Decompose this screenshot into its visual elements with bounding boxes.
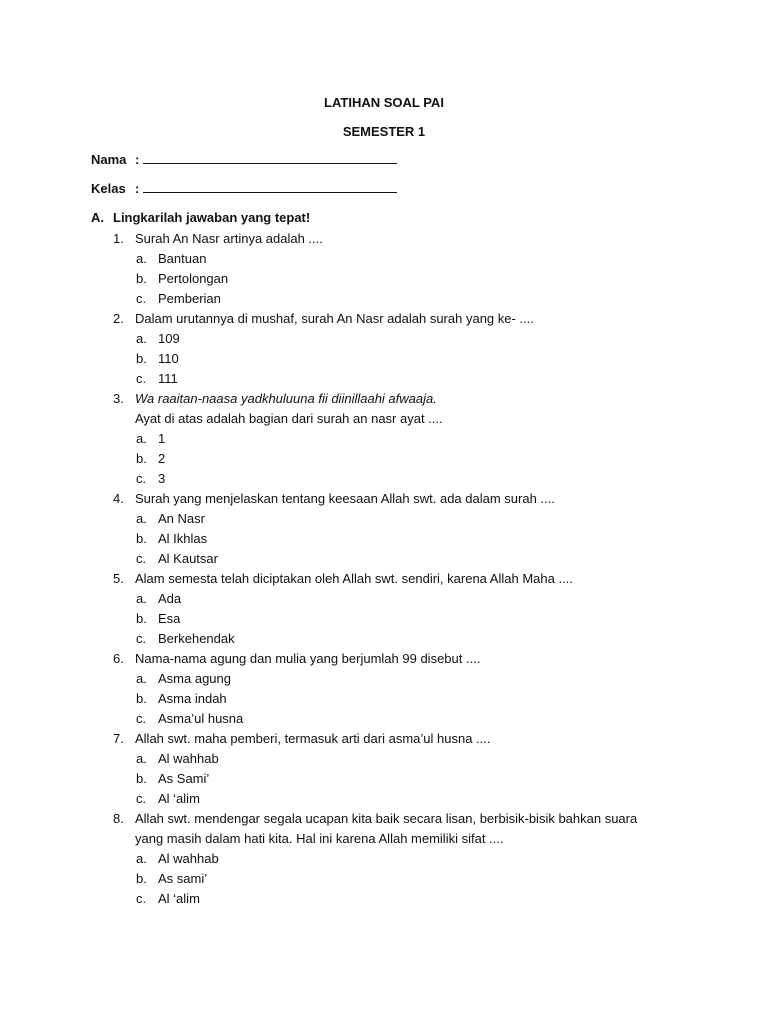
option-letter: c. bbox=[136, 371, 147, 386]
answer-option[interactable] bbox=[0, 889, 768, 909]
option-text: 111 bbox=[158, 371, 178, 386]
option-text: Ada bbox=[158, 591, 182, 606]
option-text: Pemberian bbox=[158, 291, 221, 306]
answer-option[interactable] bbox=[0, 449, 768, 469]
option-letter: a. bbox=[136, 751, 147, 766]
question-item bbox=[0, 229, 768, 309]
answer-option[interactable] bbox=[0, 509, 768, 529]
question-item bbox=[0, 809, 768, 909]
option-letter: b. bbox=[136, 771, 147, 786]
answer-option[interactable] bbox=[0, 349, 768, 369]
option-text: Al Kautsar bbox=[158, 551, 218, 566]
question-text: Dalam urutannya di mushaf, surah An Nasr adalah surah yang ke- .... bbox=[135, 311, 534, 326]
option-text: Asma indah bbox=[158, 691, 227, 706]
question-text: Alam semesta telah diciptakan oleh Allah swt. sendiri, karena Allah Maha .... bbox=[135, 571, 573, 586]
option-letter: b. bbox=[136, 531, 147, 546]
answer-option[interactable] bbox=[0, 329, 768, 349]
answer-option[interactable] bbox=[0, 249, 768, 269]
option-letter: c. bbox=[136, 891, 147, 906]
answer-option[interactable] bbox=[0, 269, 768, 289]
answer-option[interactable] bbox=[0, 469, 768, 489]
question-item bbox=[0, 309, 768, 389]
option-letter: c. bbox=[136, 631, 147, 646]
answer-option[interactable] bbox=[0, 369, 768, 389]
question-item bbox=[0, 489, 768, 569]
answer-option[interactable] bbox=[0, 709, 768, 729]
option-text: Pertolongan bbox=[158, 271, 229, 286]
answer-option[interactable] bbox=[0, 629, 768, 649]
section-heading bbox=[91, 210, 310, 226]
answer-option[interactable] bbox=[0, 549, 768, 569]
option-text: 3 bbox=[158, 471, 166, 486]
option-letter: a. bbox=[136, 671, 147, 686]
answer-option[interactable] bbox=[0, 689, 768, 709]
option-text: 109 bbox=[158, 331, 180, 346]
kelas-colon: : bbox=[135, 181, 140, 196]
option-letter: a. bbox=[136, 331, 147, 346]
nama-field bbox=[91, 152, 397, 168]
option-text: Esa bbox=[158, 611, 181, 626]
option-text: An Nasr bbox=[158, 511, 205, 526]
option-letter: c. bbox=[136, 711, 147, 726]
option-letter: a. bbox=[136, 591, 147, 606]
option-letter: b. bbox=[136, 871, 147, 886]
option-letter: a. bbox=[136, 511, 147, 526]
section-letter: A. bbox=[91, 210, 104, 225]
answer-option[interactable] bbox=[0, 289, 768, 309]
answer-option[interactable] bbox=[0, 869, 768, 889]
answer-option[interactable] bbox=[0, 609, 768, 629]
answer-option[interactable] bbox=[0, 669, 768, 689]
option-text: Asma agung bbox=[158, 671, 231, 686]
page-title: LATIHAN SOAL PAI bbox=[324, 95, 444, 110]
kelas-blank-line[interactable] bbox=[143, 182, 397, 193]
option-letter: c. bbox=[136, 291, 147, 306]
option-text: Al wahhab bbox=[158, 851, 219, 866]
question-number: 2. bbox=[113, 311, 124, 326]
option-letter: a. bbox=[136, 431, 147, 446]
option-text: Bantuan bbox=[158, 251, 207, 266]
page-subtitle: SEMESTER 1 bbox=[342, 124, 426, 139]
question-number: 4. bbox=[113, 491, 124, 506]
option-letter: b. bbox=[136, 351, 147, 366]
option-text: As Sami’ bbox=[158, 771, 210, 786]
answer-option[interactable] bbox=[0, 749, 768, 769]
question-item bbox=[0, 389, 768, 489]
question-note: Ayat di atas adalah bagian dari surah an nasr ayat .... bbox=[135, 411, 443, 426]
question-number: 7. bbox=[113, 731, 124, 746]
option-text: Al ‘alim bbox=[158, 791, 200, 806]
kelas-label: Kelas bbox=[91, 181, 126, 196]
question-verse-text: Wa raaitan-naasa yadkhuluuna fii diinillaahi afwaaja. bbox=[135, 391, 437, 406]
question-text: Allah swt. maha pemberi, termasuk arti dari asma’ul husna .... bbox=[135, 731, 491, 746]
option-letter: b. bbox=[136, 691, 147, 706]
question-text: Surah yang menjelaskan tentang keesaan Allah swt. ada dalam surah .... bbox=[135, 491, 555, 506]
answer-option[interactable] bbox=[0, 849, 768, 869]
option-letter: b. bbox=[136, 271, 147, 286]
answer-option[interactable] bbox=[0, 529, 768, 549]
option-letter: c. bbox=[136, 551, 147, 566]
nama-label: Nama bbox=[91, 152, 127, 167]
option-letter: a. bbox=[136, 851, 147, 866]
question-item bbox=[0, 649, 768, 729]
option-text: Berkehendak bbox=[158, 631, 235, 646]
question-number: 8. bbox=[113, 811, 124, 826]
answer-option[interactable] bbox=[0, 589, 768, 609]
question-number: 3. bbox=[113, 391, 124, 406]
question-number: 1. bbox=[113, 231, 124, 246]
question-item bbox=[0, 729, 768, 809]
option-text: As sami’ bbox=[158, 871, 208, 886]
option-text: 110 bbox=[158, 351, 179, 366]
option-text: 1 bbox=[158, 431, 166, 446]
nama-colon: : bbox=[135, 152, 140, 167]
section-instruction: Lingkarilah jawaban yang tepat! bbox=[113, 210, 311, 225]
option-text: Asma’ul husna bbox=[158, 711, 244, 726]
option-text: Al ‘alim bbox=[158, 891, 200, 906]
question-text: Surah An Nasr artinya adalah .... bbox=[135, 231, 323, 246]
question-number: 5. bbox=[113, 571, 124, 586]
option-letter: c. bbox=[136, 471, 147, 486]
nama-blank-line[interactable] bbox=[143, 153, 397, 164]
option-text: 2 bbox=[158, 451, 166, 466]
option-letter: b. bbox=[136, 611, 147, 626]
answer-option[interactable] bbox=[0, 429, 768, 449]
option-letter: c. bbox=[136, 791, 147, 806]
question-number: 6. bbox=[113, 651, 124, 666]
question-text: Allah swt. mendengar segala ucapan kita baik secara lisan, berbisik-bisik bahkan suara yang masih dalam hati kita. Hal ini karena Allah memiliki sifat .... bbox=[135, 811, 638, 846]
answer-option[interactable] bbox=[0, 769, 768, 789]
option-letter: a. bbox=[136, 251, 147, 266]
question-item bbox=[0, 569, 768, 649]
question-text: Nama-nama agung dan mulia yang berjumlah 99 disebut .... bbox=[135, 651, 481, 666]
option-text: Al wahhab bbox=[158, 751, 219, 766]
option-letter: b. bbox=[136, 451, 147, 466]
question-list bbox=[0, 229, 768, 909]
answer-option[interactable] bbox=[0, 789, 768, 809]
kelas-field bbox=[91, 181, 397, 197]
option-text: Al Ikhlas bbox=[158, 531, 208, 546]
